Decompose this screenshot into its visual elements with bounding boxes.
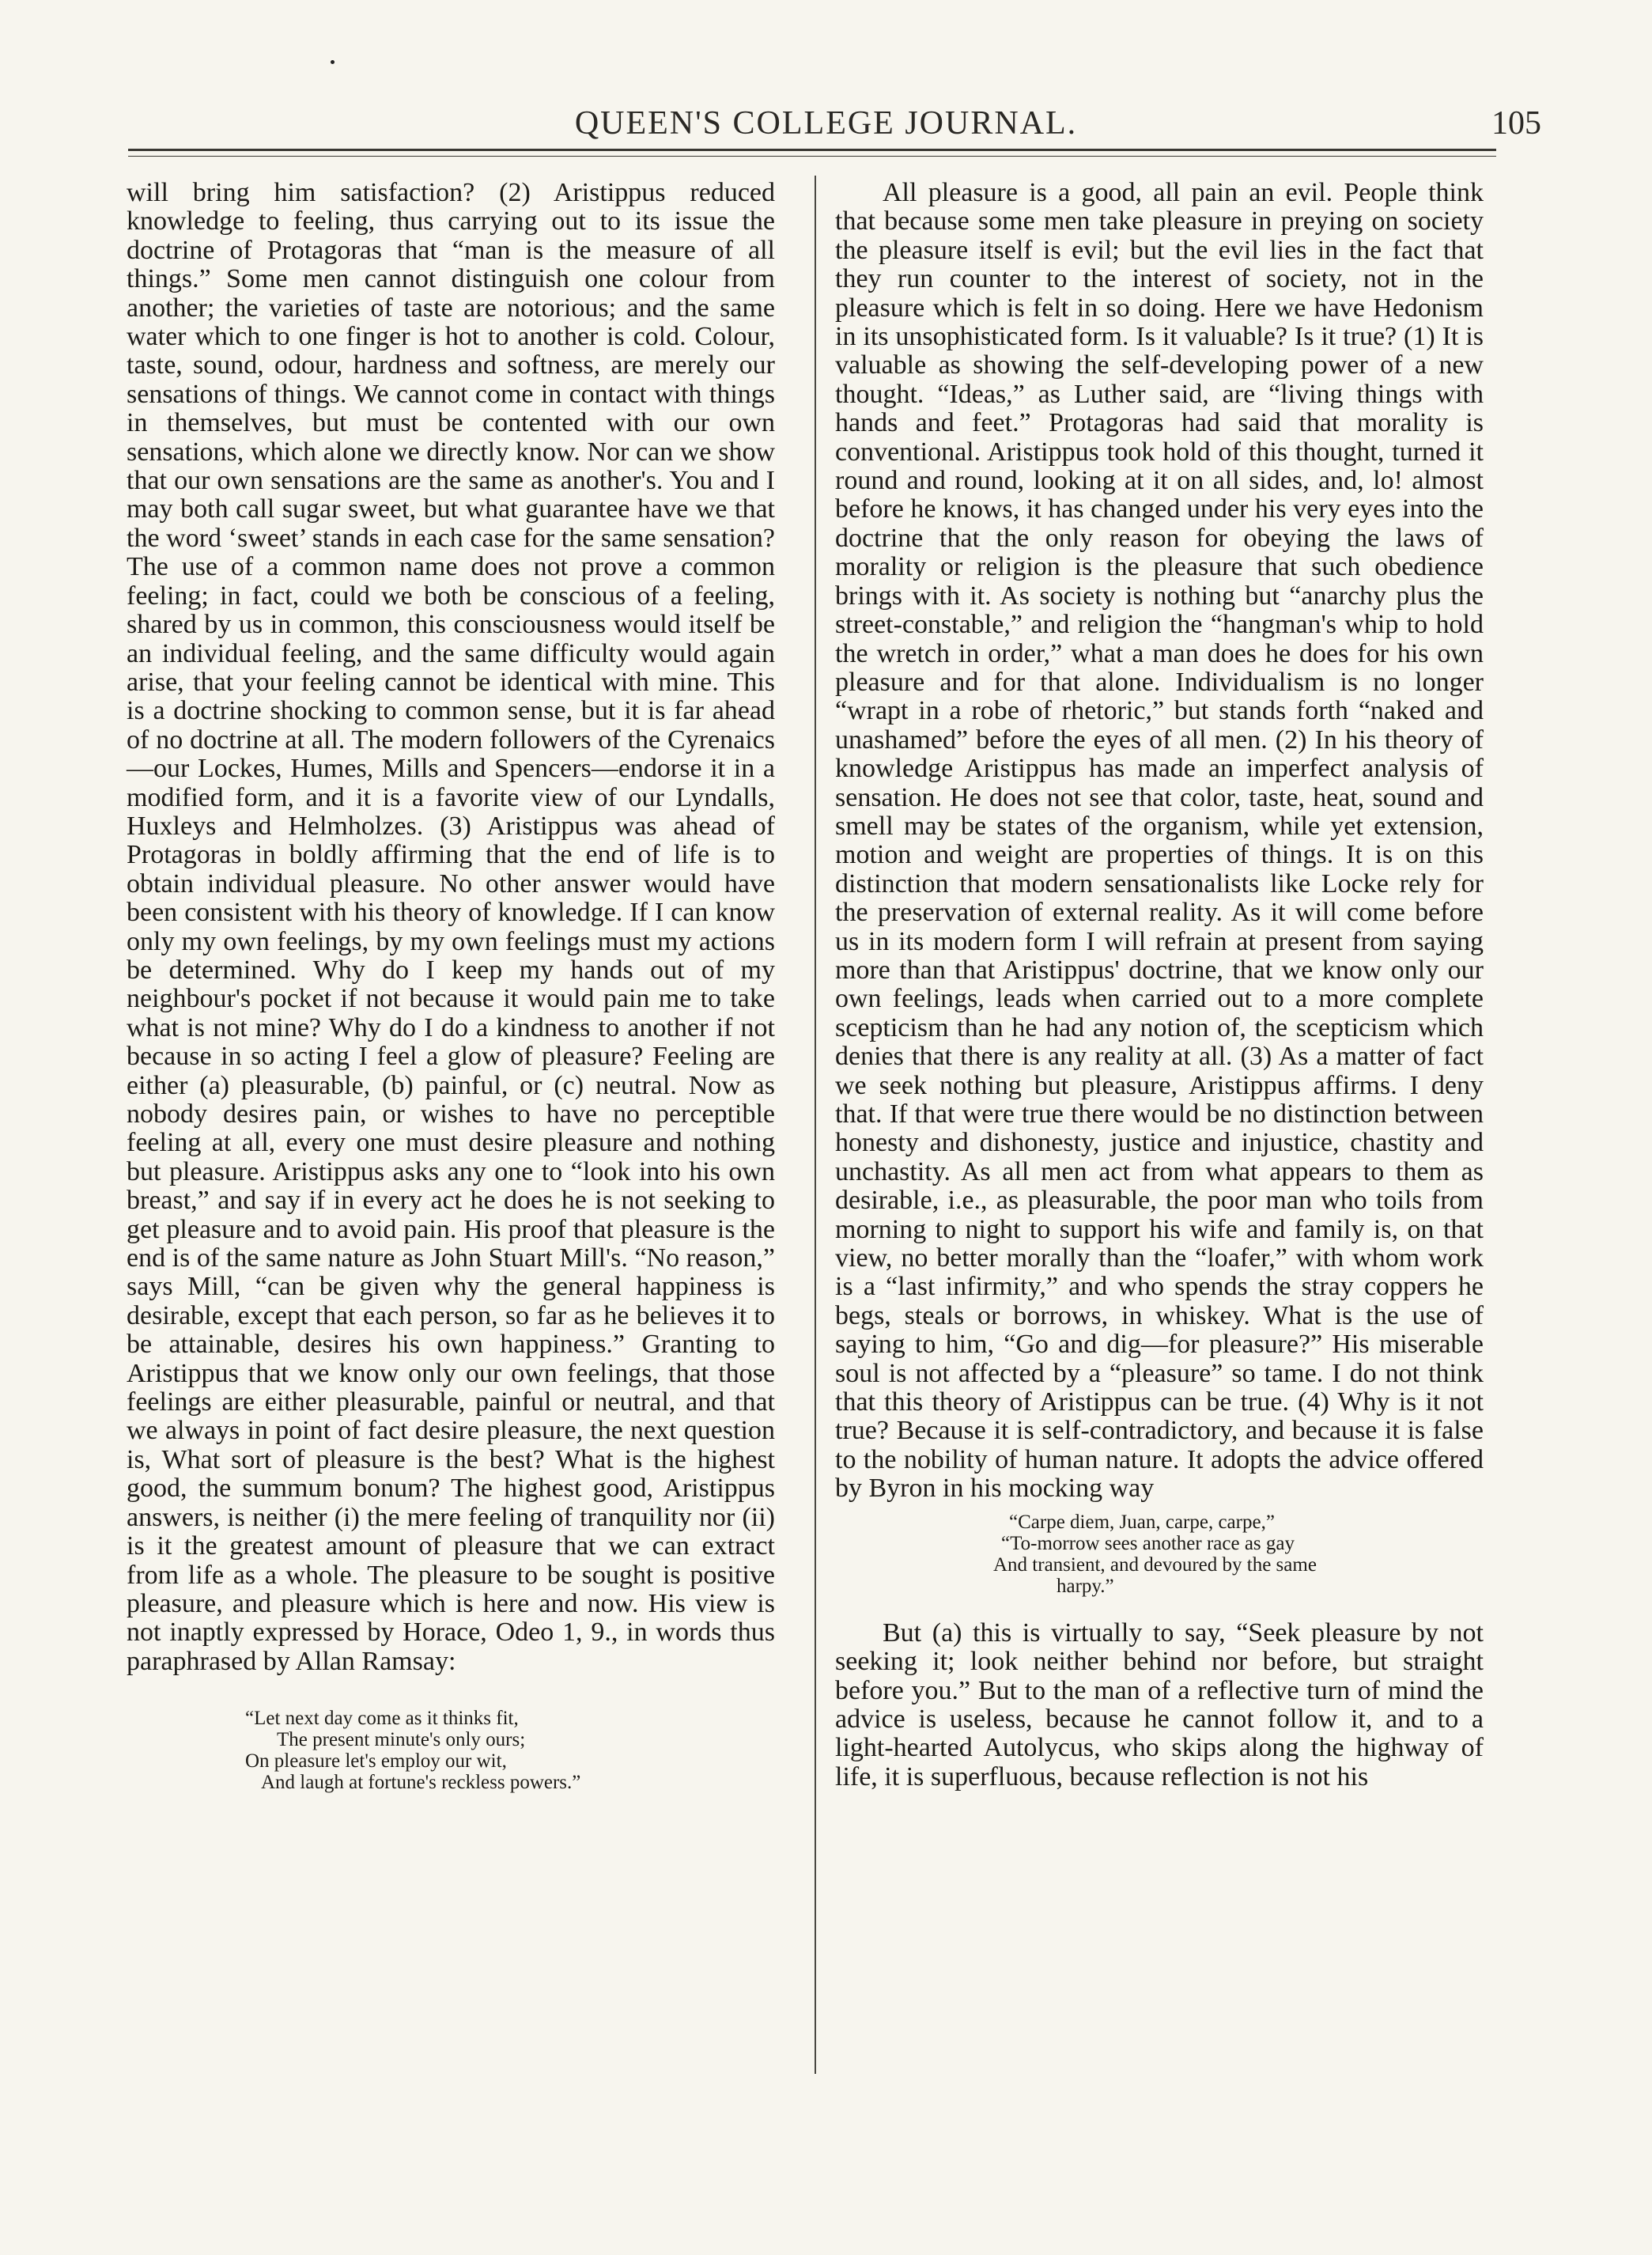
verse-line: “To-morrow sees another race as gay — [1001, 1532, 1295, 1554]
page-number: 105 — [1491, 105, 1541, 142]
header-rule-thick — [128, 149, 1496, 151]
ink-speck — [331, 60, 335, 64]
ramsay-verse — [245, 1708, 775, 1793]
left-paragraph: will bring him satisfaction? (2) Aristippus reduced knowledge to feeling, thus carrying out to its issue the doctrine of Protagoras that “man is the measure of all things.” Some men cannot distinguish one colour from another; the varieties of taste are notorious; and the same water which to one finger is hot to another is cold. Colour, taste, sound, odour, hardness and softness, are merely our sensations of things. We cannot come in contact with things in themselves, but must be contented with our own sensations, which alone we directly know. Nor can we show that our own sensations are the same as another's. You and I may both call sugar sweet, but what guarantee have we that the word ‘sweet’ stands in each case for the same sensation? The use of a common name does not prove a common feeling; in fact, could we both be conscious of a feeling, shared by us in common, this consciousness would itself be an individual feeling, and the same difficulty would again arise, that your feeling cannot be identical with mine. This is a doctrine shocking to common sense, but it is far ahead of no doctrine at all. The modern followers of the Cyrenaics—our Lockes, Humes, Mills and Spencers—endorse it in a modified form, and it is a favorite view of our Lyndalls, Huxleys and Helmholzes. (3) Aristippus was ahead of Protagoras in boldly affirming that the end of life is to obtain individual pleasure. No other answer would have been consistent with his theory of knowledge. If I can know only my own feelings, by my own feelings must my actions be determined. Why do I keep my hands out of my neighbour's pocket if not because it would pain me to take what is not mine? Why do I do a kindness to another if not because in so acting I feel a glow of pleasure? Feeling are either (a) pleasurable, (b) painful, or (c) neutral. Now as nobody desires pain, or wishes to have no perceptible feeling at all, every one must desire pleasure and nothing but pleasure. Aristippus asks any one to “look into his own breast,” and say if in every act he does he is not seeking to get pleasure and to avoid pain. His proof that pleasure is the end is of the same nature as John Stuart Mill's. “No reason,” says Mill, “can be given why the general happiness is desirable, except that each person, so far as he believes it to be attainable, desires his own happiness.” Granting to Aristippus that we know only our own feelings, that those feelings are either pleasurable, painful or neutral, and that we always in point of fact desire pleasure, the next question is, What sort of pleasure is the best? What is the highest good, the summum bonum? The highest good, Aristippus answers, is neither (i) the mere feeling of tranquility nor (ii) is it the greatest amount of pleasure that we can extract from life as a whole. The pleasure to be sought is positive pleasure, and pleasure which is here and now. His view is not inaptly expressed by Horace, Odeo 1, 9., in words thus paraphrased by Allan Ramsay: — [127, 178, 775, 1676]
left-column — [127, 179, 775, 1793]
verse-line: The present minute's only ours; — [277, 1729, 526, 1751]
verse-line: “Let next day come as it thinks fit, — [245, 1708, 519, 1730]
right-paragraph-2: But (a) this is virtually to say, “Seek pleasure by not seeking it; look neither behind nor before, but straight before you.” But to the man of a reflective turn of mind the advice is useless, because he cannot follow it, and to a light-hearted Autolycus, who skips along the highway of life, it is superfluous, because reflection is not his — [835, 1617, 1484, 1792]
running-header: QUEEN'S COLLEGE JOURNAL. — [574, 105, 1078, 142]
verse-line: “Carpe diem, Juan, carpe, carpe,” — [1009, 1511, 1275, 1533]
header-rule-thin — [128, 156, 1496, 157]
column-divider — [815, 176, 816, 2074]
byron-verse — [993, 1512, 1484, 1597]
verse-line: And laugh at fortune's reckless powers.” — [261, 1772, 581, 1794]
right-column — [835, 179, 1484, 1792]
verse-line: On pleasure let's employ our wit, — [245, 1750, 507, 1773]
verse-line: harpy.” — [1057, 1575, 1114, 1597]
verse-line: And transient, and devoured by the same — [993, 1553, 1317, 1576]
right-paragraph-1: All pleasure is a good, all pain an evil. People think that because some men take pleasure in preying on society the pleasure itself is evil; but the evil lies in the fact that they run counter to the interest of society, not in the pleasure which is felt in so doing. Here we have Hedonism in its unsophisticated form. Is it valuable? Is it true? (1) It is valuable as showing the self-developing power of a new thought. “Ideas,” as Luther said, are “living things with hands and feet.” Protagoras had said that morality is conventional. Aristippus took hold of this thought, turned it round and round, looking at it on all sides, and, lo! almost before he knows, it has changed under his very eyes into the doctrine that the only reason for obeying the laws of morality or religion is the pleasure that such obedience brings with it. As society is nothing but “anarchy plus the street-constable,” and religion the “hangman's whip to hold the wretch in order,” what a man does he does for his own pleasure and for that alone. Individualism is no longer “wrapt in a robe of rhetoric,” but stands forth “naked and unashamed” before the eyes of all men. (2) In his theory of knowledge Aristippus has made an imperfect analysis of sensation. He does not see that color, taste, heat, sound and smell may be states of the organism, while yet extension, motion and weight are properties of things. It is on this distinction that modern sensationalists like Locke rely for the preservation of external reality. As it will come before us in its modern form I will refrain at present from saying more than that Aristippus' doctrine, that we know only our own feelings, leads when carried out to a more complete scepticism than he had any notion of, the scepticism which denies that there is any reality at all. (3) As a matter of fact we seek nothing but pleasure, Aristippus affirms. I deny that. If that were true there would be no distinction between honesty and dishonesty, justice and injustice, chastity and unchastity. As all men act from what appears to them as desirable, i.e., as pleasurable, the poor man who toils from morning to night to support his wife and family is, on that view, no better morally than the “loafer,” with whom work is a “last infirmity,” and who spends the stray coppers he begs, steals or borrows, in whiskey. What is the use of saying to him, “Go and dig—for pleasure?” His miserable soul is not affected by a “pleasure” so tame. I do not think that this theory of Aristippus can be true. (4) Why is it not true? Because it is self-contradictory, and because it is false to the nobility of human nature. It adopts the advice offered by Byron in his mocking way — [835, 178, 1484, 1504]
